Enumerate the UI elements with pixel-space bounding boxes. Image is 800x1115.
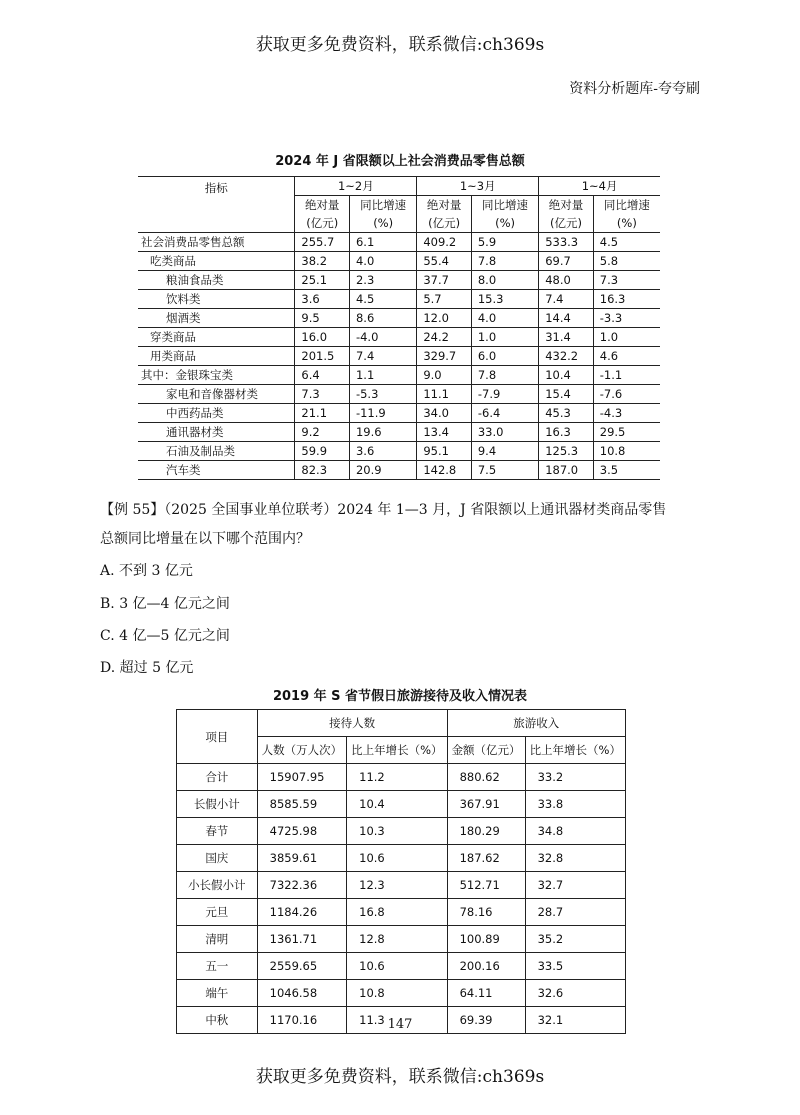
page-number: 147 [387,1017,413,1032]
unit-growth: (%) [471,214,538,233]
row-label: 合计 [177,764,258,791]
cell: 37.7 [417,271,472,290]
cell: 1184.26 [257,899,347,926]
sub-header-abs: 绝对量 [539,196,594,215]
table-row [177,899,626,926]
cell: 16.8 [347,899,447,926]
cell: 10.4 [347,791,447,818]
cell: 29.5 [593,423,660,442]
cell: 255.7 [295,233,350,252]
cell: -3.3 [593,309,660,328]
cell: 180.29 [447,818,525,845]
group-visitors: 接待人数 [257,710,447,737]
cell: 10.8 [593,442,660,461]
cell: 512.71 [447,872,525,899]
cell: 15.4 [539,385,594,404]
row-label: 中西药品类 [138,404,295,423]
sub-amount: 金额（亿元） [447,737,525,764]
cell: 35.2 [525,926,625,953]
row-label: 中秋 [177,1007,258,1034]
period-header: 1~2月 [295,177,417,196]
cell: 7.4 [349,347,416,366]
cell: 32.7 [525,872,625,899]
cell: 3859.61 [257,845,347,872]
cell: 3.6 [349,442,416,461]
cell: 4725.98 [257,818,347,845]
watermark-top: 获取更多免费资料，联系微信:ch369s [255,35,545,55]
cell: 8.0 [471,271,538,290]
row-label: 国庆 [177,845,258,872]
cell: 1170.16 [257,1007,347,1034]
cell: 48.0 [539,271,594,290]
cell: 4.5 [593,233,660,252]
cell: -4.3 [593,404,660,423]
cell: 142.8 [417,461,472,480]
table1-title: 2024 年 J 省限额以上社会消费品零售总额 [275,154,525,169]
table-row [177,818,626,845]
cell: 432.2 [539,347,594,366]
cell: 6.4 [295,366,350,385]
sub-header-growth: 同比增速 [349,196,416,215]
cell: 16.0 [295,328,350,347]
cell: 4.0 [471,309,538,328]
cell: 7.3 [593,271,660,290]
table-row [177,845,626,872]
period-header: 1~4月 [539,177,660,196]
table-row [138,423,660,442]
sub-header-growth: 同比增速 [593,196,660,215]
question-text: 【例 55】（2025 全国事业单位联考）2024 年 1—3 月，J 省限额以上通讯器材类商品零售 [100,502,667,518]
table-row [138,328,660,347]
option-b: B. 3 亿—4 亿元之间 [100,596,230,612]
cell: 14.4 [539,309,594,328]
cell: 367.91 [447,791,525,818]
cell: 34.0 [417,404,472,423]
option-a: A. 不到 3 亿元 [100,563,193,579]
watermark-bottom: 获取更多免费资料，联系微信:ch369s [255,1067,545,1087]
cell: 4.6 [593,347,660,366]
cell: 33.0 [471,423,538,442]
cell: 21.1 [295,404,350,423]
table-row [138,271,660,290]
row-label: 烟酒类 [138,309,295,328]
row-label: 五一 [177,953,258,980]
cell: 38.2 [295,252,350,271]
cell: 78.16 [447,899,525,926]
cell: 3.5 [593,461,660,480]
table-row [138,309,660,328]
table-row [138,442,660,461]
row-label: 用类商品 [138,347,295,366]
cell: 10.6 [347,845,447,872]
cell: 200.16 [447,953,525,980]
cell: 1046.58 [257,980,347,1007]
cell: 7.4 [539,290,594,309]
cell: 125.3 [539,442,594,461]
period-header: 1~3月 [417,177,539,196]
option-d: D. 超过 5 亿元 [100,660,194,676]
cell: 20.9 [349,461,416,480]
cell: 55.4 [417,252,472,271]
row-label: 穿类商品 [138,328,295,347]
col-item: 项目 [177,710,258,764]
cell: 5.9 [471,233,538,252]
sub-amount-growth: 比上年增长（%） [525,737,625,764]
cell: 7.5 [471,461,538,480]
cell: 8.6 [349,309,416,328]
table2-title: 2019 年 S 省节假日旅游接待及收入情况表 [272,689,528,704]
row-label: 吃类商品 [138,252,295,271]
cell: -6.4 [471,404,538,423]
unit-growth: (%) [593,214,660,233]
table-row [177,980,626,1007]
cell: 24.2 [417,328,472,347]
row-label: 元旦 [177,899,258,926]
cell: 7.8 [471,366,538,385]
cell: 69.39 [447,1007,525,1034]
cell: 13.4 [417,423,472,442]
table-row [138,366,660,385]
row-label: 社会消费品零售总额 [138,233,295,252]
question-text-continued: 总额同比增量在以下哪个范围内？ [100,531,310,547]
cell: 8585.59 [257,791,347,818]
cell: 100.89 [447,926,525,953]
table-row [138,290,660,309]
cell: 1.1 [349,366,416,385]
cell: 45.3 [539,404,594,423]
row-label: 粮油食品类 [138,271,295,290]
cell: 34.8 [525,818,625,845]
table-row [177,926,626,953]
table-row [138,404,660,423]
cell: -4.0 [349,328,416,347]
cell: 25.1 [295,271,350,290]
cell: 32.6 [525,980,625,1007]
cell: 2.3 [349,271,416,290]
cell: 31.4 [539,328,594,347]
page-header: 资料分析题库-夸夸刷 [569,81,700,97]
cell: 59.9 [295,442,350,461]
row-label: 小长假小计 [177,872,258,899]
cell: 1.0 [471,328,538,347]
cell: 11.3 [347,1007,447,1034]
row-label: 汽车类 [138,461,295,480]
cell: -7.6 [593,385,660,404]
col-indicator: 指标 [138,177,295,233]
cell: 2559.65 [257,953,347,980]
cell: 19.6 [349,423,416,442]
option-c: C. 4 亿—5 亿元之间 [100,628,230,644]
row-label: 饮料类 [138,290,295,309]
cell: 11.2 [347,764,447,791]
cell: 5.8 [593,252,660,271]
cell: -11.9 [349,404,416,423]
cell: 33.5 [525,953,625,980]
sub-header-abs: 绝对量 [417,196,472,215]
table-row [138,252,660,271]
unit-abs: (亿元) [539,214,594,233]
cell: 10.4 [539,366,594,385]
cell: 1.0 [593,328,660,347]
cell: 4.0 [349,252,416,271]
sub-header-abs: 绝对量 [295,196,350,215]
unit-abs: (亿元) [295,214,350,233]
sub-people-growth: 比上年增长（%） [347,737,447,764]
row-label: 石油及制品类 [138,442,295,461]
unit-abs: (亿元) [417,214,472,233]
cell: 10.3 [347,818,447,845]
cell: 9.2 [295,423,350,442]
cell: 11.1 [417,385,472,404]
cell: 12.3 [347,872,447,899]
cell: 7.8 [471,252,538,271]
cell: 82.3 [295,461,350,480]
table-row [138,233,660,252]
group-income: 旅游收入 [447,710,625,737]
table-row [177,872,626,899]
cell: -1.1 [593,366,660,385]
cell: 32.1 [525,1007,625,1034]
table-row [177,791,626,818]
row-label: 家电和音像器材类 [138,385,295,404]
cell: 7.3 [295,385,350,404]
table-row [138,461,660,480]
cell: 9.5 [295,309,350,328]
cell: 69.7 [539,252,594,271]
cell: 201.5 [295,347,350,366]
cell: 4.5 [349,290,416,309]
row-label: 端午 [177,980,258,1007]
cell: 95.1 [417,442,472,461]
cell: -5.3 [349,385,416,404]
cell: 5.7 [417,290,472,309]
retail-sales-table [138,176,660,480]
table-row [138,385,660,404]
cell: 9.0 [417,366,472,385]
table-row [177,953,626,980]
cell: 3.6 [295,290,350,309]
cell: 12.0 [417,309,472,328]
row-label: 清明 [177,926,258,953]
row-label: 其中：金银珠宝类 [138,366,295,385]
tourism-table [176,709,626,1034]
row-label: 春节 [177,818,258,845]
cell: 10.6 [347,953,447,980]
cell: 6.0 [471,347,538,366]
cell: 187.0 [539,461,594,480]
cell: 16.3 [539,423,594,442]
cell: 32.8 [525,845,625,872]
row-label: 长假小计 [177,791,258,818]
cell: 33.2 [525,764,625,791]
cell: 533.3 [539,233,594,252]
cell: 64.11 [447,980,525,1007]
sub-people: 人数（万人次） [257,737,347,764]
cell: 15907.95 [257,764,347,791]
table-row [177,764,626,791]
cell: 187.62 [447,845,525,872]
cell: 33.8 [525,791,625,818]
row-label: 通讯器材类 [138,423,295,442]
cell: 16.3 [593,290,660,309]
cell: 10.8 [347,980,447,1007]
unit-growth: (%) [349,214,416,233]
cell: 329.7 [417,347,472,366]
table-row [138,347,660,366]
cell: 1361.71 [257,926,347,953]
cell: 28.7 [525,899,625,926]
cell: 6.1 [349,233,416,252]
cell: 409.2 [417,233,472,252]
cell: 7322.36 [257,872,347,899]
sub-header-growth: 同比增速 [471,196,538,215]
cell: -7.9 [471,385,538,404]
cell: 15.3 [471,290,538,309]
cell: 9.4 [471,442,538,461]
cell: 12.8 [347,926,447,953]
cell: 880.62 [447,764,525,791]
